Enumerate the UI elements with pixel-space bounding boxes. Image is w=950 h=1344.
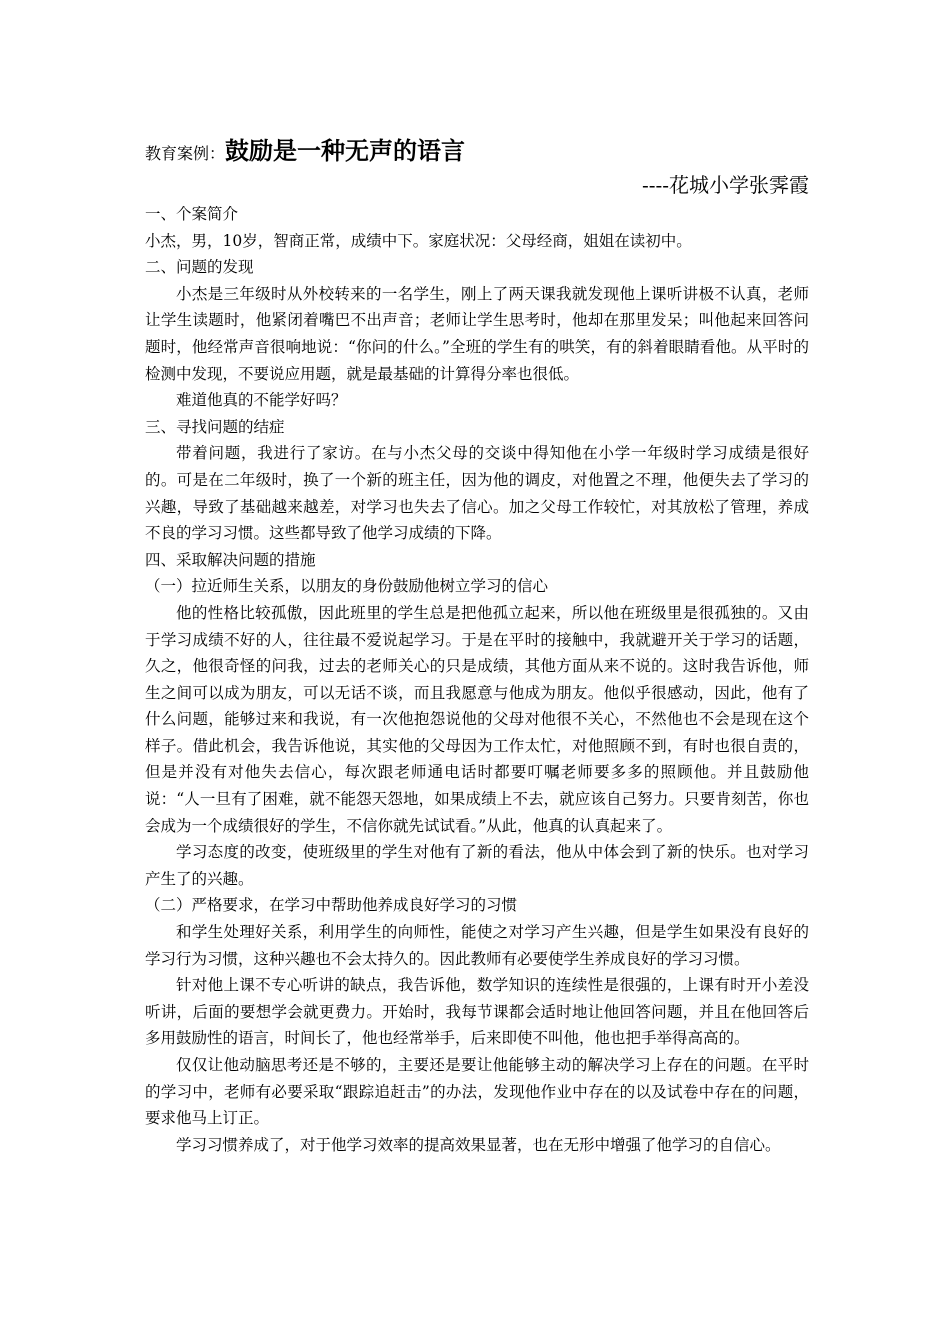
document-page — [145, 133, 809, 1158]
subsection-1-paragraph-1: 他的性格比较孤傲，因此班里的学生总是把他孤立起来，所以他在班级里是很孤独的。又由于学习成绩不好的人，往往最不爱说起学习。于是在平时的接触中，我就避开关于学习的话题，久之，他很奇怪的问我，过去的老师关心的只是成绩，其他方面从来不说的。这时我告诉他，师生之间可以成为朋友，可以无话不谈，而且我愿意与他成为朋友。他似乎很感动，因此，他有了什么问题，能够过来和我说，有一次他抱怨说他的父母对他很不关心，不然他也不会是现在这个样子。借此机会，我告诉他说，其实他的父母因为工作太忙，对他照顾不到，有时也很自责的，但是并没有对他失去信心，每次跟老师通电话时都要叮嘱老师要多多的照顾他。并且鼓励他说：“人一旦有了困难，就不能怨天怨地，如果成绩上不去，就应该自己努力。只要肯刻苦，你也会成为一个成绩很好的学生，不信你就先试试看。”从此，他真的认真起来了。 — [145, 603, 809, 835]
section-heading-4: 四、采取解决问题的措施 — [145, 550, 316, 569]
section-2-paragraph-1: 小杰是三年级时从外校转来的一名学生，刚上了两天课我就发现他上课听讲极不认真，老师让学生读题时，他紧闭着嘴巴不出声音；老师让学生思考时，他却在那里发呆；叫他起来回答问题时，他经常声音很响地说：“你问的什么。”全班的学生有的哄笑，有的斜着眼睛看他。从平时的检测中发现，不要说应用题，就是最基础的计算得分率也很低。 — [145, 284, 809, 383]
subsection-heading-1: （一）拉近师生关系，以朋友的身份鼓励他树立学习的信心 — [145, 577, 549, 596]
title-line — [145, 133, 809, 169]
section-3-paragraph-1: 带着问题，我进行了家访。在与小杰父母的交谈中得知他在小学一年级时学习成绩是很好的。可是在二年级时，换了一个新的班主任，因为他的调皮，对他置之不理，他便失去了学习的兴趣，导致了基础越来越差，对学习也失去了信心。加之父母工作较忙，对其放松了管理，养成不良的学习习惯。这些都导致了他学习成绩的下降。 — [145, 444, 809, 543]
document-body — [145, 201, 809, 1158]
author-line: ----花城小学张霁霞 — [641, 173, 809, 197]
subsection-2-paragraph-2: 针对他上课不专心听讲的缺点，我告诉他，数学知识的连续性是很强的，上课有时开小差没听讲，后面的要想学会就更费力。开始时，我每节课都会适时地让他回答问题，并且在他回答后多用鼓励性的语言，时间长了，他也经常举手，后来即使不叫他，他也把手举得高高的。 — [145, 976, 809, 1048]
subsection-heading-2: （二）严格要求，在学习中帮助他养成良好学习的习惯 — [145, 896, 518, 915]
subsection-1-paragraph-2: 学习态度的改变，使班级里的学生对他有了新的看法，他从中体会到了新的快乐。也对学习产生了的兴趣。 — [145, 843, 809, 888]
section-1-body: 小杰，男，10岁，智商正常，成绩中下。家庭状况：父母经商，姐姐在读初中。 — [145, 231, 692, 250]
section-heading-1: 一、个案简介 — [145, 205, 239, 223]
section-heading-2: 二、问题的发现 — [145, 258, 254, 277]
subsection-2-paragraph-1: 和学生处理好关系，利用学生的向师性，能使之对学习产生兴趣，但是学生如果没有良好的学习行为习惯，这种兴趣也不会太持久的。因此教师有必要使学生养成良好的学习习惯。 — [145, 923, 809, 968]
subsection-2-paragraph-4: 学习习惯养成了，对于他学习效率的提高效果显著，也在无形中增强了他学习的自信心。 — [176, 1135, 781, 1154]
section-2-paragraph-2: 难道他真的不能学好吗？ — [176, 391, 347, 410]
page-title: 鼓励是一种无声的语言 — [225, 136, 466, 165]
section-heading-3: 三、寻找问题的结症 — [145, 417, 285, 436]
title-prefix: 教育案例： — [145, 144, 226, 163]
subsection-2-paragraph-3: 仅仅让他动脑思考还是不够的，主要还是要让他能够主动的解决学习上存在的问题。在平时的学习中，老师有必要采取“跟踪追赶击”的办法，发现他作业中存在的以及试卷中存在的问题，要求他马上订正。 — [145, 1056, 809, 1128]
